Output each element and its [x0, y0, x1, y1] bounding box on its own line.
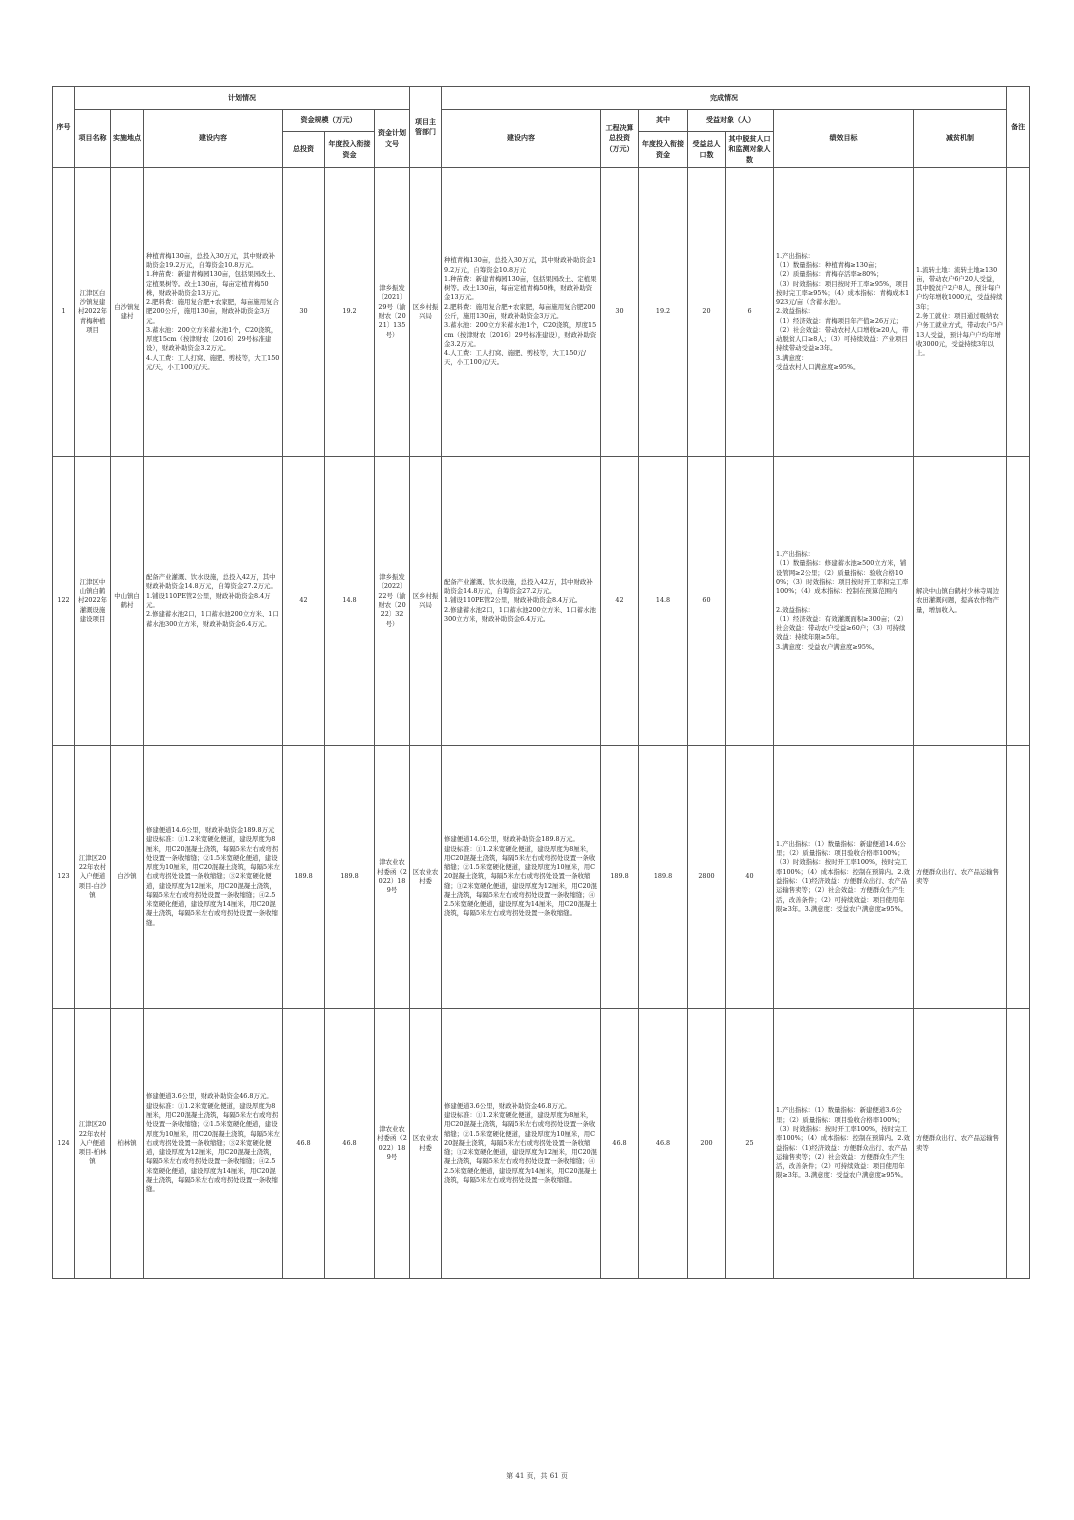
cell-seq: 1: [53, 168, 75, 457]
cell-annual-direct: 46.8: [325, 1009, 375, 1279]
header-perf-goal: 绩效目标: [774, 110, 914, 168]
cell-annual-direct-done: 14.8: [639, 457, 688, 746]
header-project-name: 项目名称: [75, 110, 111, 168]
cell-poverty-mech: 方便群众出行、农产品运输售卖等: [914, 1009, 1007, 1279]
table-row: [53, 1009, 1030, 1279]
header-annual-direct-done: 年度投入衔接资金: [639, 132, 688, 168]
cell-seq: 124: [53, 1009, 75, 1279]
cell-project-name: 江津区白沙镇复建村2022年青梅种植项目: [75, 168, 111, 457]
cell-plan-content: 修建便道3.6公里，财政补助资金46.8万元。 建设标准：①1.2米宽硬化便道，建设厚度为8厘米，用C20混凝土浇筑，每隔5米左右或弯拐处设置一条收缩缝；②1.5米宽硬化便道，建设厚度为10厘米，用C20混凝土浇筑，每隔5米左右或弯拐处设置一条收缩缝；③2米宽硬化便道，建设厚度为12厘米，用C20混凝土浇筑，每隔5米左右或弯拐处设置一条收缩缝；④2.5米宽硬化便道，建设厚度为14厘米，用C20混凝土浇筑，每隔5米左右或弯拐处设置一条收缩缝。: [144, 1009, 283, 1279]
cell-location: 柏林镇: [111, 1009, 144, 1279]
cell-done-content: 修建便道14.6公里，财政补助资金189.8万元。 建设标准：①1.2米宽硬化便道，建设厚度为8厘米，用C20混凝土浇筑，每隔5米左右或弯拐处设置一条收缩缝；②1.5米宽硬化便道，建设厚度为10厘米，用C20混凝土浇筑，每隔5米左右或弯拐处设置一条收缩缝；③2米宽硬化便道，建设厚度为12厘米，用C20混凝土浇筑，每隔5米左右或弯拐处设置一条收缩缝；④2.5米宽硬化便道，建设厚度为14厘米，用C20混凝土浇筑，每隔5米左右或弯拐处设置一条收缩缝。: [442, 746, 601, 1009]
header-fund-doc: 资金计划文号: [375, 110, 410, 168]
cell-fund-doc: 津农业农村委函（2022）189号: [375, 1009, 410, 1279]
header-poverty-mech: 减贫机制: [914, 110, 1007, 168]
cell-total-invest: 189.8: [283, 746, 325, 1009]
cell-annual-direct-done: 46.8: [639, 1009, 688, 1279]
cell-plan-content: 种植青梅130亩，总投入30万元，其中财政补助资金19.2万元，自筹资金10.8万元。 1.种苗费：新建青梅园130亩，包括果园改土、定植果树等。改土130亩，每亩定植青梅50株，财政补助资金13万元。 2.肥料费：施用复合肥+农家肥，每亩施用复合肥200公斤，施用130亩，财政补助资金3万元。 3.蓄水池：200立方米蓄水池1个，C20浇筑，厚度15cm（按津财农〔2016〕29号标准建设），财政补助资金3.2万元。 4.人工费：工人打窝、施肥、剪枝等，大工150元/天，小工100元/天。: [144, 168, 283, 457]
cell-annual-direct-done: 19.2: [639, 168, 688, 457]
header-of-which: 其中: [639, 110, 688, 132]
cell-benef-poor: 25: [726, 1009, 774, 1279]
cell-dept: 区乡村振兴局: [410, 457, 442, 746]
header-plan-group: 计划情况: [75, 87, 410, 110]
cell-total-invest: 42: [283, 457, 325, 746]
header-seq: 序号: [53, 87, 75, 168]
header-benef-total: 受益总人口数: [688, 132, 726, 168]
cell-benef-total: 20: [688, 168, 726, 457]
header-done-group: 完成情况: [442, 87, 1007, 110]
cell-done-content: 配备产业灌溉、饮水设施，总投入42万，其中财政补助资金14.8万元，自筹资金27.2万元。 1.铺设110PE管2公里，财政补助资金8.4万元。 2.修建蓄水池2口，1口蓄水池200立方米、1口蓄水池300立方米，财政补助资金6.4万元。: [442, 457, 601, 746]
cell-benef-poor: 6: [726, 168, 774, 457]
cell-total-invest: 30: [283, 168, 325, 457]
header-row-1: [53, 87, 1030, 110]
cell-fund-doc: 津乡振发〔2022〕22号（渝财农〔2022〕32号）: [375, 457, 410, 746]
cell-benef-poor: 40: [726, 746, 774, 1009]
cell-seq: 122: [53, 457, 75, 746]
cell-final-invest: 42: [601, 457, 639, 746]
header-annual-direct: 年度投入衔接资金: [325, 132, 375, 168]
cell-annual-direct: 14.8: [325, 457, 375, 746]
cell-plan-content: 修建便道14.6公里，财政补助资金189.8万元 建设标准：①1.2米宽硬化便道，建设厚度为8厘米，用C20混凝土浇筑，每隔5米左右或弯拐处设置一条收缩缝；②1.5米宽硬化便道，建设厚度为10厘米，用C20混凝土浇筑，每隔5米左右或弯拐处设置一条收缩缝；③2米宽硬化便道，建设厚度为12厘米，用C20混凝土浇筑，每隔5米左右或弯拐处设置一条收缩缝；④2.5米宽硬化便道，建设厚度为14厘米，用C20混凝土浇筑，每隔5米左右或弯拐处设置一条收缩缝。: [144, 746, 283, 1009]
cell-annual-direct: 19.2: [325, 168, 375, 457]
cell-dept: 区农业农村委: [410, 1009, 442, 1279]
cell-benef-total: 60: [688, 457, 726, 746]
header-beneficiaries: 受益对象（人）: [688, 110, 774, 132]
header-final-invest: 工程决算总投资（万元）: [601, 110, 639, 168]
cell-dept: 区乡村振兴局: [410, 168, 442, 457]
cell-fund-doc: 津乡振发〔2021〕29号（渝财农〔2021〕135号）: [375, 168, 410, 457]
cell-benef-total: 2800: [688, 746, 726, 1009]
header-remark: 备注: [1007, 87, 1030, 168]
cell-annual-direct-done: 189.8: [639, 746, 688, 1009]
cell-benef-poor: [726, 457, 774, 746]
cell-seq: 123: [53, 746, 75, 1009]
cell-done-content: 种植青梅130亩，总投入30万元，其中财政补助资金19.2万元，自筹资金10.8万元 1.种苗费：新建青梅园130亩，包括果园改土、定植果树等。改土130亩，每亩定植青梅50株，财政补助资金13万元。 2.肥料费：施用复合肥+农家肥，每亩施用复合肥200公斤，施用130亩，财政补助资金3万元。 3.蓄水池：200立方米蓄水池1个，C20浇筑，厚度15cm（按津财农〔2016〕29号标准建设），财政补助资金3.2万元。 4.人工费：工人打窝、施肥、剪枝等，大工150元/天，小工100元/天。: [442, 168, 601, 457]
cell-perf-goal: 1.产出指标：（1）数量指标：新建便道3.6公里；（2）质量指标：项目验收合格率100%；（3）时效指标：按时开工率100%，按时完工率100%；（4）成本指标：控制在预算内。2.效益指标：（1)经济效益：方便群众出行、农产品运输售卖等；（2）社会效益：方便群众生产生活，改善条件；（2）可持续效益：项目使用年限≥3年。3.满意度：受益农户满意度≥95%。: [774, 1009, 914, 1279]
cell-project-name: 江津区中山镇白鹤村2022年灌溉设施建设项目: [75, 457, 111, 746]
cell-plan-content: 配备产业灌溉、饮水设施，总投入42万，其中财政补助资金14.8万元，自筹资金27.2万元。 1.铺设110PE管2公里，财政补助资金8.4万元。 2.修建蓄水池2口，1口蓄水池200立方米、1口蓄水池300立方米，财政补助资金6.4万元。: [144, 457, 283, 746]
header-total-invest: 总投资: [283, 132, 325, 168]
cell-annual-direct: 189.8: [325, 746, 375, 1009]
cell-dept: 区农业农村委: [410, 746, 442, 1009]
cell-fund-doc: 津农业农村委函（2022）189号: [375, 746, 410, 1009]
header-location: 实施地点: [111, 110, 144, 168]
header-dept: 项目主管部门: [410, 87, 442, 168]
cell-remark: [1007, 1009, 1030, 1279]
header-benef-poor: 其中脱贫人口和监测对象人数: [726, 132, 774, 168]
cell-final-invest: 46.8: [601, 1009, 639, 1279]
cell-remark: [1007, 168, 1030, 457]
cell-total-invest: 46.8: [283, 1009, 325, 1279]
header-row-2: [53, 110, 1030, 132]
table-row: [53, 746, 1030, 1009]
cell-benef-total: 200: [688, 1009, 726, 1279]
cell-final-invest: 30: [601, 168, 639, 457]
page-footer: 第 41 页，共 61 页: [506, 1472, 568, 1480]
cell-remark: [1007, 746, 1030, 1009]
cell-location: 白沙镇: [111, 746, 144, 1009]
header-done-content: 建设内容: [442, 110, 601, 168]
header-fund-scale: 资金规模（万元）: [283, 110, 375, 132]
cell-project-name: 江津区2022年农村入户便道项目-白沙镇: [75, 746, 111, 1009]
table-row: [53, 168, 1030, 457]
header-build-content: 建设内容: [144, 110, 283, 168]
cell-perf-goal: 1.产出指标： （1）数量指标：种植青梅≥130亩； （2）质量指标：青梅存活率≥80%； （3）时效指标：项目按时开工率≥95%，项目按时完工率≥95%；（4）成本指标：青梅成本1923元/亩（含蓄水池）。 2.效益指标： （1）经济效益：青梅项目年产值≥26万元；（2）社会效益：带动农村人口增收≥20人，带动脱贫人口≥8人；（3）可持续效益：产业项目持续带动受益≥3年。 3.满意度： 受益农村人口满意度≥95%。: [774, 168, 914, 457]
cell-poverty-mech: 方便群众出行、农产品运输售卖等: [914, 746, 1007, 1009]
table-row: [53, 457, 1030, 746]
cell-perf-goal: 1.产出指标：（1）数量指标：新建便道14.6公里；（2）质量指标：项目验收合格率100%；（3）时效指标：按时开工率100%，按时完工率100%；（4）成本指标：控制在预算内。2.效益指标：（1)经济效益：方便群众出行、农产品运输售卖等；（2）社会效益：方便群众生产生活，改善条件；（2）可持续效益：项目使用年限≥3年。3.满意度：受益农户满意度≥95%。: [774, 746, 914, 1009]
cell-final-invest: 189.8: [601, 746, 639, 1009]
cell-poverty-mech: 解决中山镇白鹤村少林寺周边农田灌溉问题，提高农作物产量，增加收入。: [914, 457, 1007, 746]
project-table: [52, 86, 1030, 1279]
cell-location: 白沙镇复建村: [111, 168, 144, 457]
cell-poverty-mech: 1.流转土地：流转土地≥130亩，带动农户6户20人受益，其中脱贫户2户8人，预计每户户均年增收1000元，受益持续3年； 2.务工就业：项目通过吸纳农户务工就业方式，带动农户5户13人受益，预计每户户均年增收3000元，受益持续3年以上。: [914, 168, 1007, 457]
cell-done-content: 修建便道3.6公里，财政补助资金46.8万元。 建设标准：①1.2米宽硬化便道，建设厚度为8厘米，用C20混凝土浇筑，每隔5米左右或弯拐处设置一条收缩缝；②1.5米宽硬化便道，建设厚度为10厘米，用C20混凝土浇筑，每隔5米左右或弯拐处设置一条收缩缝；③2米宽硬化便道，建设厚度为12厘米，用C20混凝土浇筑，每隔5米左右或弯拐处设置一条收缩缝；④2.5米宽硬化便道，建设厚度为14厘米，用C20混凝土浇筑，每隔5米左右或弯拐处设置一条收缩缝。: [442, 1009, 601, 1279]
cell-project-name: 江津区2022年农村入户便道项目-柏林镇: [75, 1009, 111, 1279]
cell-location: 中山镇白鹤村: [111, 457, 144, 746]
cell-perf-goal: 1.产出指标： （1）数量指标：修建蓄水池≥500立方米，铺设管网≥2公里；（2）质量指标：验收合格100%；（3）时效指标：项目按时开工率和完工率100%；（4）成本指标：控制在预算范围内 2.效益指标： （1）经济效益：有效灌溉面积≥300亩；（2）社会效益：带动农户受益≥60户；（3）可持续效益：持续年限≥5年。 3.满意度：受益农户满意度≥95%。: [774, 457, 914, 746]
cell-remark: [1007, 457, 1030, 746]
